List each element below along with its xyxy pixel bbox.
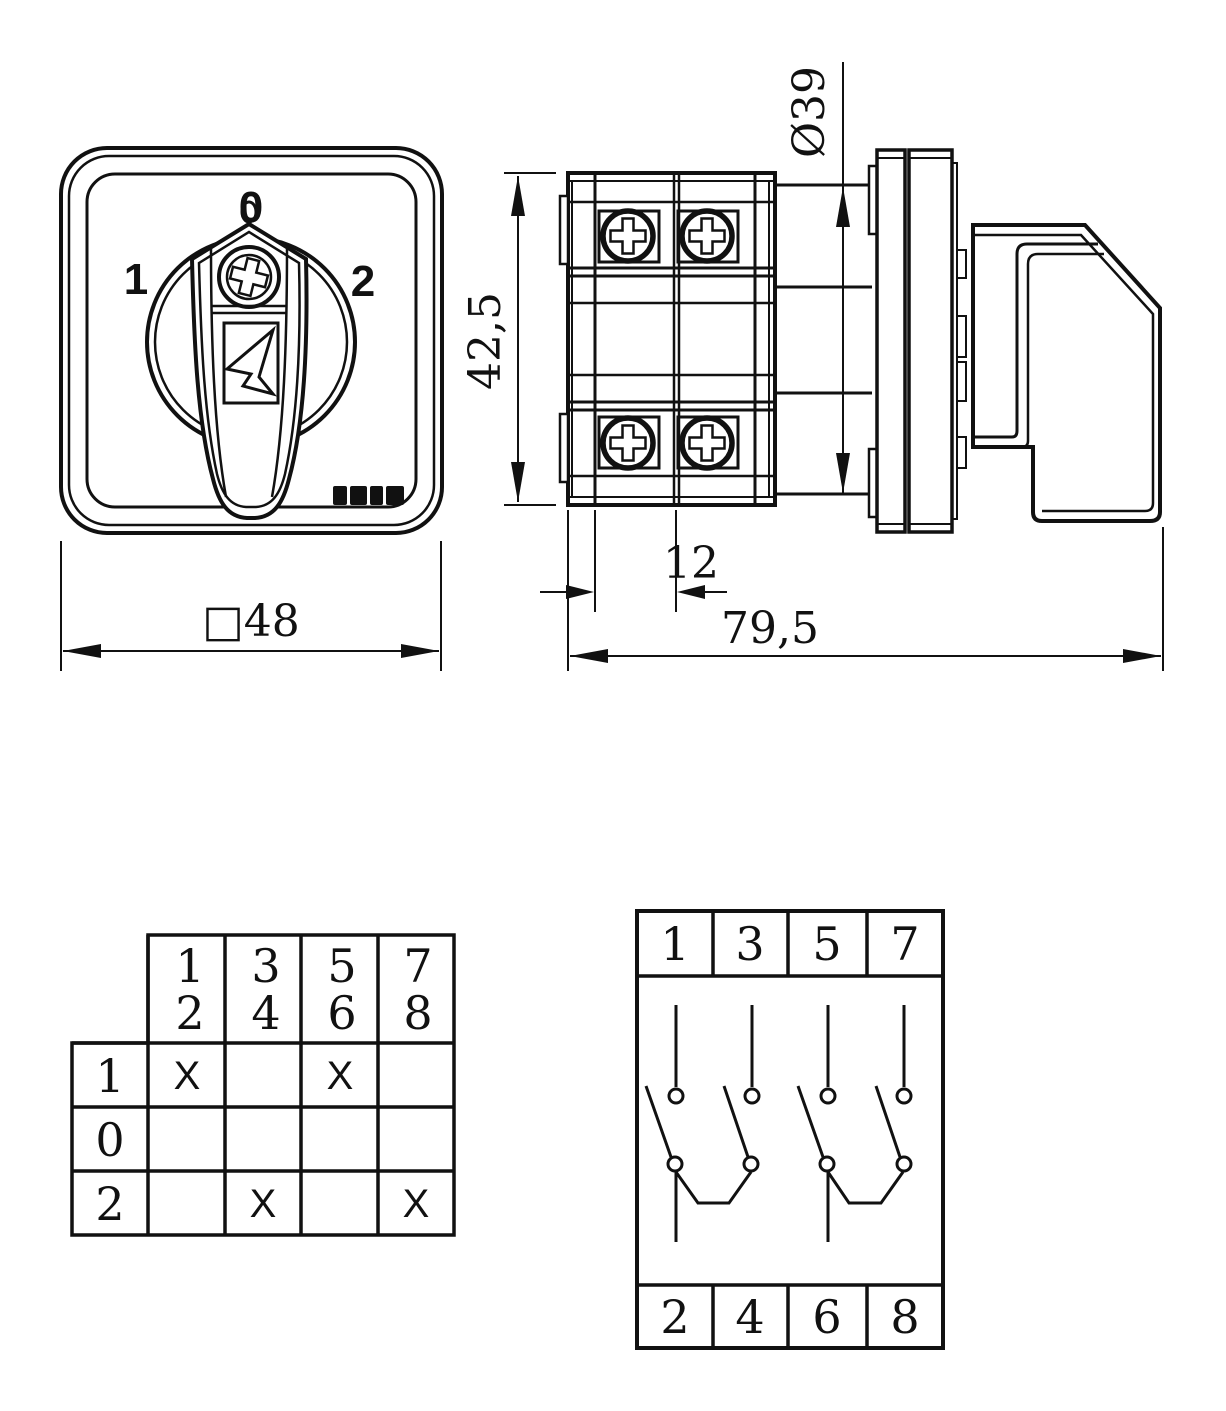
dim-arrow-up xyxy=(836,187,850,227)
height-dimension xyxy=(460,173,556,505)
circuit-diagram xyxy=(637,911,943,1348)
terminal-number-bottom: 6 xyxy=(812,1290,842,1344)
table-header-contact: 5 xyxy=(327,939,357,993)
pitch-dim-label: 12 xyxy=(663,538,719,589)
width-dimension xyxy=(61,541,441,671)
height-dim-label: 42,5 xyxy=(460,292,511,390)
table-header-contact: 7 xyxy=(403,939,433,993)
handle-profile xyxy=(973,225,1160,521)
mounting-plate xyxy=(869,150,966,532)
dim-arrow-right xyxy=(401,644,439,658)
dim-arrow-down xyxy=(836,453,850,493)
terminal-number-top: 7 xyxy=(890,917,920,971)
fixed-contact-node xyxy=(897,1089,911,1103)
terminal-screw-icon xyxy=(603,418,653,468)
table-row-label: 1 xyxy=(95,1049,125,1103)
position-label-2: 2 xyxy=(350,257,376,306)
table-mark: X xyxy=(173,1054,201,1098)
table-header-contact: 1 xyxy=(175,939,205,993)
terminal-number-top: 1 xyxy=(660,917,690,971)
contact-bridge-1 xyxy=(676,1172,751,1203)
contact-bridge-2 xyxy=(828,1172,903,1203)
dim-arrow-right xyxy=(1123,649,1161,663)
depth-dim-label: 79,5 xyxy=(721,603,819,654)
diameter-dim-label: Ø39 xyxy=(784,65,835,159)
moving-contact-node xyxy=(668,1157,682,1171)
table-header-contact: 8 xyxy=(403,986,433,1040)
table-header-contact: 2 xyxy=(175,986,205,1040)
body-tab-bottom xyxy=(560,414,568,482)
fixed-contact-node xyxy=(745,1089,759,1103)
width-dim-label: □48 xyxy=(202,596,300,647)
moving-contact-node xyxy=(744,1157,758,1171)
table-row-label: 0 xyxy=(95,1113,125,1167)
terminal-screw-icon xyxy=(682,211,732,261)
terminal-screw-icon xyxy=(682,418,732,468)
body-tab-top xyxy=(560,196,568,264)
terminal-number-top: 5 xyxy=(812,917,842,971)
table-mark: X xyxy=(402,1182,430,1226)
dim-arrow-left xyxy=(570,649,608,663)
depth-dimension xyxy=(568,510,1163,671)
terminal-number-bottom: 4 xyxy=(735,1290,765,1344)
table-header-contact: 4 xyxy=(251,986,281,1040)
side-view xyxy=(460,62,1163,671)
front-view xyxy=(61,148,442,671)
terminal-screw-icon xyxy=(603,211,653,261)
brand-logo-block xyxy=(333,486,404,505)
moving-contact-node xyxy=(897,1157,911,1171)
table-mark: X xyxy=(326,1054,354,1098)
dim-arrow-right xyxy=(566,585,594,599)
terminal-number-bottom: 2 xyxy=(660,1290,690,1344)
fixed-contact-node xyxy=(821,1089,835,1103)
diameter-dimension xyxy=(784,62,850,494)
position-label-1: 1 xyxy=(123,255,149,304)
switching-table xyxy=(72,935,454,1235)
dim-arrow-down xyxy=(511,462,525,502)
table-row-label: 2 xyxy=(95,1177,125,1231)
table-header-contact: 6 xyxy=(327,986,357,1040)
dim-arrow-left xyxy=(63,644,101,658)
fixed-contact-node xyxy=(669,1089,683,1103)
terminal-number-bottom: 8 xyxy=(890,1290,920,1344)
table-mark: X xyxy=(249,1182,277,1226)
position-label-0: 0 xyxy=(238,183,264,232)
table-header-contact: 3 xyxy=(251,939,281,993)
dim-arrow-up xyxy=(511,176,525,216)
moving-contact-node xyxy=(820,1157,834,1171)
terminal-number-top: 3 xyxy=(735,917,765,971)
